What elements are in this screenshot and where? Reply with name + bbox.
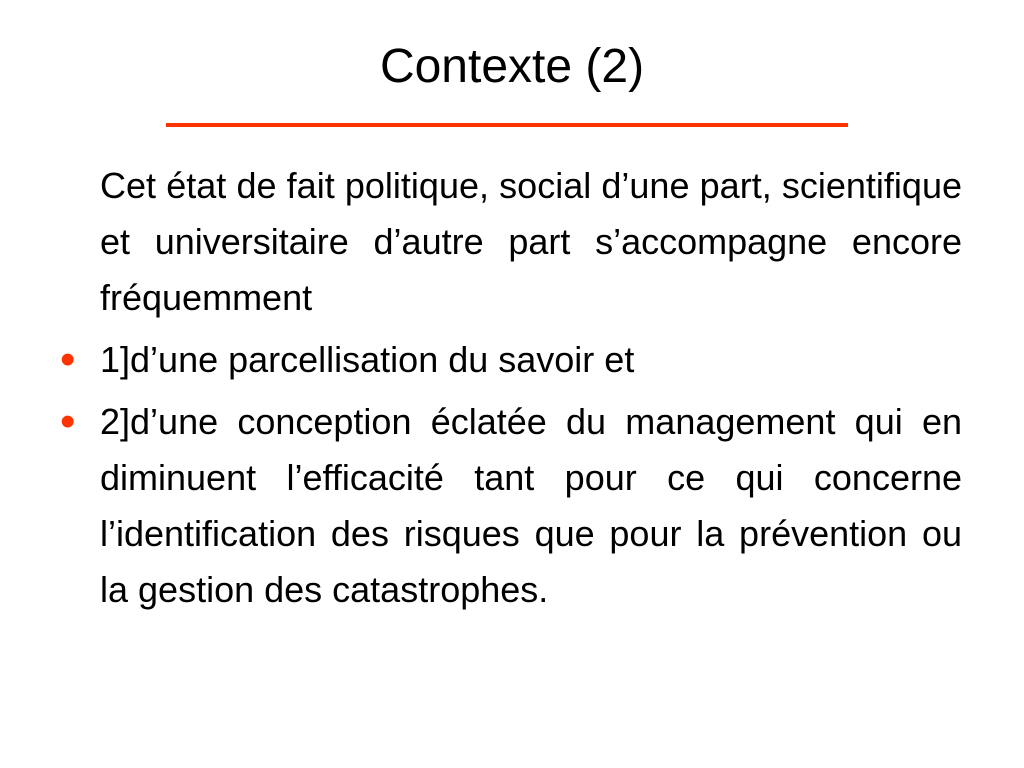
slide-body — [60, 158, 962, 618]
intro-paragraph: Cet état de fait politique, social d’une part, scientifique et universitaire d’autre part s’accompagne encore fréquemment — [100, 165, 962, 318]
bullet-dot-icon: • — [60, 335, 76, 384]
slide-title: Contexte (2) — [379, 40, 645, 93]
bullet-item — [60, 332, 962, 388]
bullet-dot-icon: • — [60, 397, 76, 446]
bullet-text: 1]d’une parcellisation du savoir et — [100, 339, 635, 380]
bullet-text: 2]d’une conception éclatée du management qui en diminuent l’efficacité tant pour ce qui concerne l’identification des risques que pour la prévention ou la gestion des catastrophes. — [100, 401, 962, 610]
bullet-item — [60, 394, 962, 618]
title-underline — [166, 123, 848, 127]
